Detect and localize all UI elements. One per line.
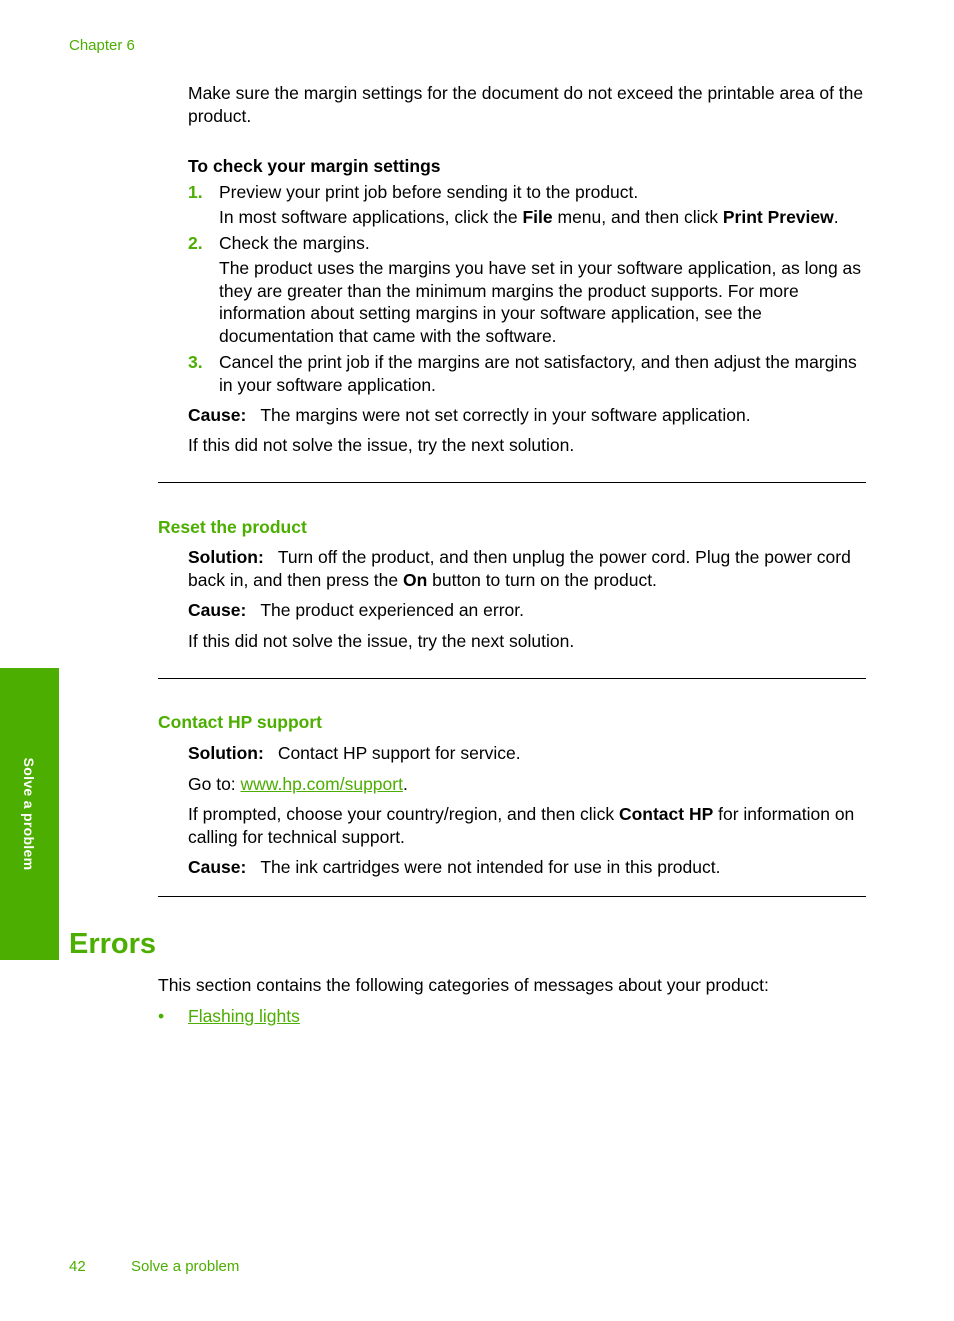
contact-solution: Solution: Contact HP support for service. <box>188 743 521 763</box>
cause-1: Cause: The margins were not set correctly in your software application. <box>188 405 751 425</box>
chapter-header: Chapter 6 <box>69 37 135 54</box>
intro-paragraph: Make sure the margin settings for the document do not exceed the printable area of the product. <box>188 83 864 126</box>
page-number: 42 <box>69 1258 86 1275</box>
errors-intro: This section contains the following categories of messages about your product: <box>158 975 769 995</box>
sidebar-tab-label: Solve a problem <box>21 757 37 871</box>
procedure-title: To check your margin settings <box>188 156 441 176</box>
bullet-icon: • <box>158 1006 165 1026</box>
next-solution-1: If this did not solve the issue, try the next solution. <box>188 435 575 455</box>
flashing-lights-link[interactable]: Flashing lights <box>188 1006 300 1026</box>
step-1-detail: In most software applications, click the File menu, and then click Print Preview. <box>219 207 839 227</box>
footer-section: Solve a problem <box>131 1258 240 1275</box>
step-1-text: Preview your print job before sending it to the product. <box>219 182 639 202</box>
contact-goto: Go to: www.hp.com/support. <box>188 774 408 794</box>
step-3-number: 3. <box>188 352 203 372</box>
step-2-text: Check the margins. <box>219 233 370 253</box>
reset-cause: Cause: The product experienced an error. <box>188 600 524 620</box>
hp-support-link[interactable]: www.hp.com/support <box>240 774 403 794</box>
step-1-number: 1. <box>188 182 203 202</box>
step-2-number: 2. <box>188 233 203 253</box>
reset-solution: Solution: Turn off the product, and then unplug the power cord. Plug the power cord back in, and then press the On button to turn on the product. <box>188 547 851 590</box>
reset-heading: Reset the product <box>158 517 307 537</box>
step-3-text: Cancel the print job if the margins are not satisfactory, and then adjust the margins in your software application. <box>219 352 857 395</box>
contact-cause: Cause: The ink cartridges were not intended for use in this product. <box>188 857 721 877</box>
divider-2 <box>158 678 866 679</box>
step-2-detail: The product uses the margins you have set in your software application, as long as they are greater than the minimum margins the product supports. For more information about setting margins in your software application, see the documentation that came with the software. <box>219 258 862 346</box>
divider-3 <box>158 896 866 897</box>
contact-heading: Contact HP support <box>158 712 322 732</box>
sidebar-tab <box>0 668 59 960</box>
contact-prompt: If prompted, choose your country/region, and then click Contact HP for information on calling for technical support. <box>188 804 855 847</box>
errors-heading: Errors <box>69 928 157 960</box>
next-solution-2: If this did not solve the issue, try the next solution. <box>188 631 575 651</box>
divider-1 <box>158 482 866 483</box>
